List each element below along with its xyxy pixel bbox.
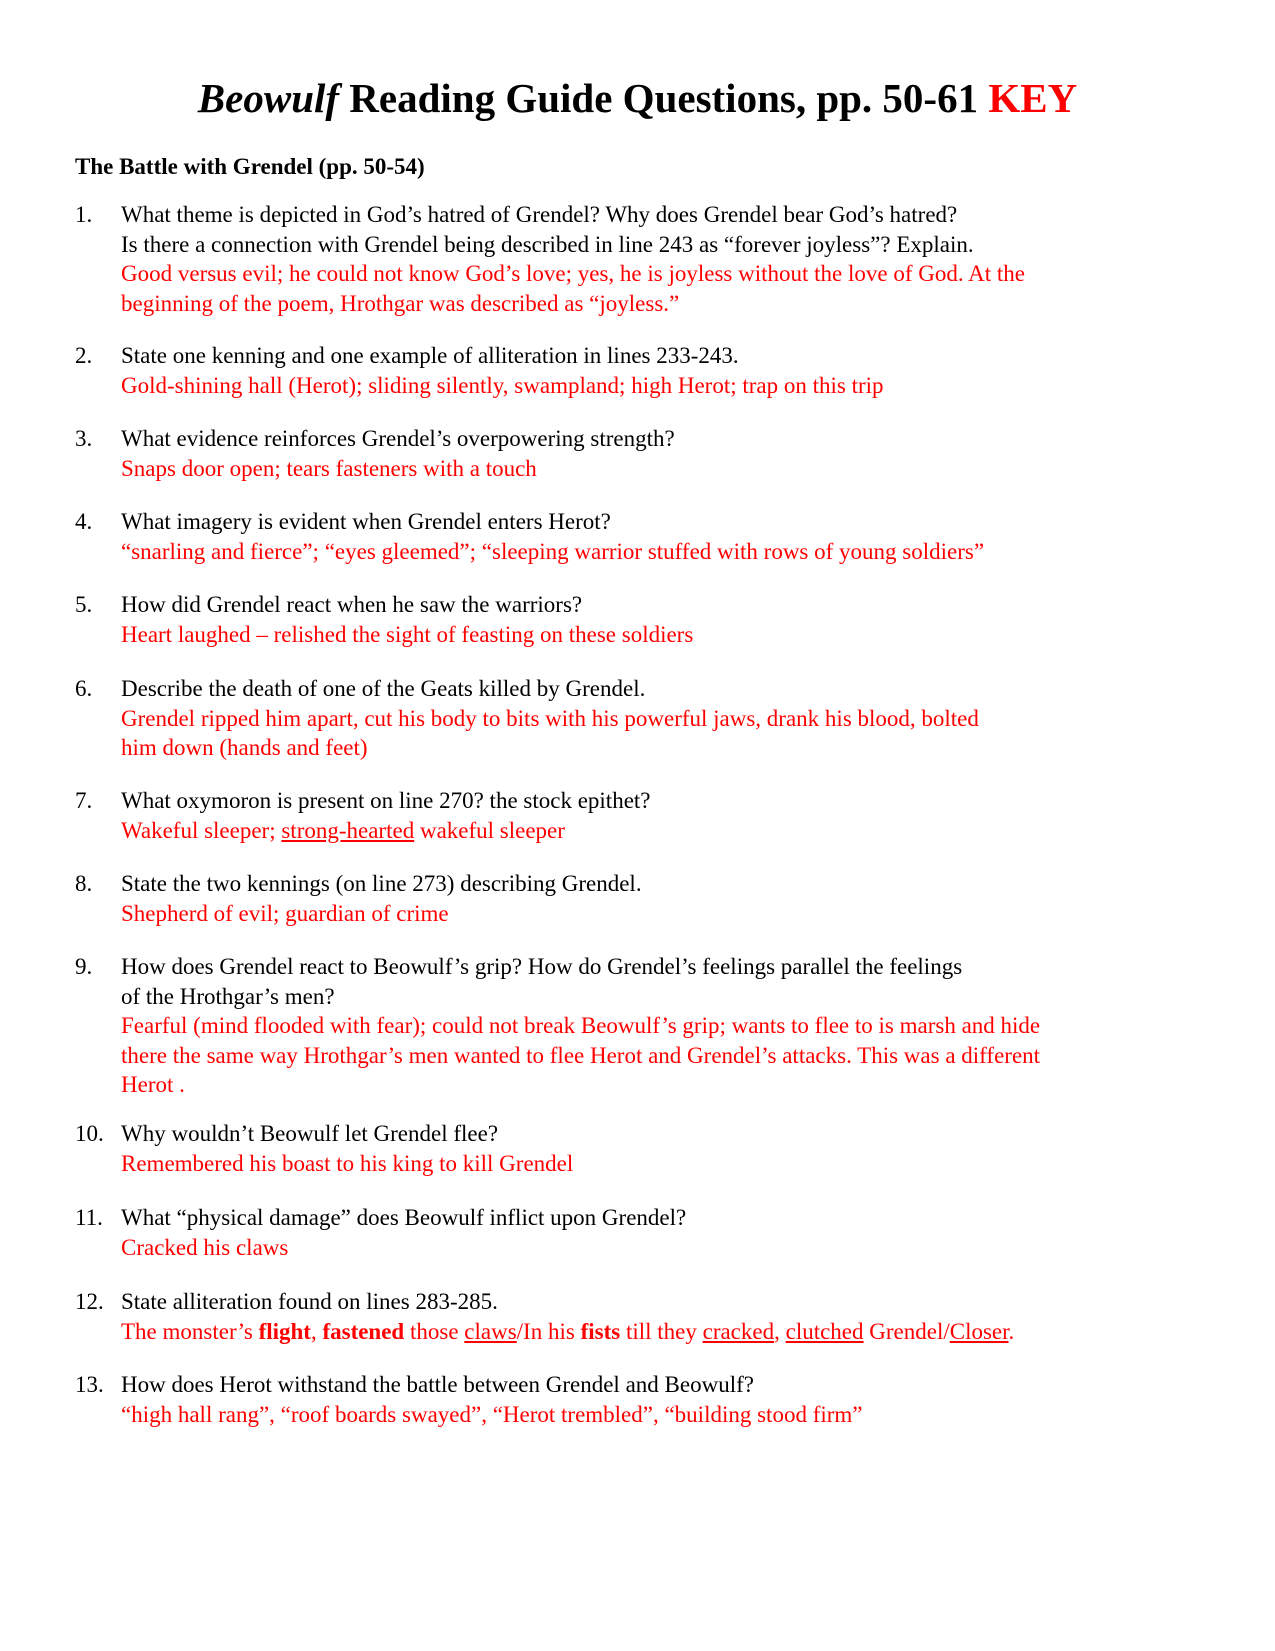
answer-underlined: strong-hearted: [281, 817, 415, 843]
question-body: [121, 786, 1241, 845]
question-text: What imagery is evident when Grendel enters Herot?: [121, 509, 611, 534]
question-body: [121, 341, 1241, 400]
question-text: of the Hrothgar’s men?: [121, 983, 335, 1009]
section-heading: The Battle with Grendel (pp. 50-54): [75, 154, 425, 179]
answer-underlined: clutched: [785, 1318, 864, 1344]
question-number: 10.: [75, 1121, 104, 1146]
answer-segment: Wakeful sleeper;: [121, 817, 282, 843]
answer-text: “high hall rang”, “roof boards swayed”, “Herot trembled”, “building stood firm”: [121, 1401, 863, 1427]
question-body: [121, 200, 1241, 318]
question-number: 6.: [75, 676, 93, 701]
answer-text: “snarling and fierce”; “eyes gleemed”; “sleeping warrior stuffed with rows of young soldiers”: [121, 538, 985, 564]
question-number: 5.: [75, 592, 93, 617]
question-text: How did Grendel react when he saw the warriors?: [121, 592, 583, 617]
answer-text: Shepherd of evil; guardian of crime: [121, 900, 449, 926]
answer-bold: fastened: [322, 1318, 405, 1344]
answer-segment: till they: [620, 1318, 703, 1344]
answer-segment: ,: [774, 1318, 786, 1344]
answer-text: Grendel ripped him apart, cut his body to bits with his powerful jaws, drank his blood, bolted: [121, 705, 979, 731]
answer-segment: those: [404, 1318, 465, 1344]
answer-text: Heart laughed – relished the sight of feasting on these soldiers: [121, 621, 694, 647]
question-number: 12.: [75, 1289, 104, 1314]
question-text: What theme is depicted in God’s hatred of Grendel? Why does Grendel bear God’s hatred?: [121, 202, 958, 227]
answer-text: Snaps door open; tears fasteners with a touch: [121, 455, 537, 481]
answer-segment: ,: [310, 1318, 323, 1344]
title-key: KEY: [988, 75, 1078, 121]
answer-underlined: cracked: [702, 1318, 775, 1344]
question-number: 7.: [75, 788, 93, 813]
answer-text: Remembered his boast to his king to kill Grendel: [121, 1150, 574, 1176]
question-text: Describe the death of one of the Geats killed by Grendel.: [121, 676, 646, 701]
question-text: What evidence reinforces Grendel’s overpowering strength?: [121, 426, 675, 451]
answer-text: [121, 816, 1241, 846]
answer-bold: fists: [580, 1318, 621, 1344]
answer-segment: Grendel/: [863, 1318, 950, 1344]
answer-segment: wakeful sleeper: [414, 817, 565, 843]
answer-underlined: claws: [464, 1318, 517, 1344]
question-text: What oxymoron is present on line 270? the stock epithet?: [121, 788, 651, 813]
answer-segment: /In his: [516, 1318, 581, 1344]
question-text: Why wouldn’t Beowulf let Grendel flee?: [121, 1121, 499, 1146]
question-text: State one kenning and one example of alliteration in lines 233-243.: [121, 343, 739, 368]
title-italic: Beowulf: [197, 75, 340, 121]
title-main: Reading Guide Questions, pp. 50-61: [339, 75, 989, 121]
question-text: How does Grendel react to Beowulf’s grip? How do Grendel’s feelings parallel the feelings: [121, 954, 963, 979]
answer-segment: .: [1008, 1318, 1015, 1344]
question-number: 4.: [75, 509, 93, 534]
question-number: 1.: [75, 202, 93, 227]
answer-text: beginning of the poem, Hrothgar was described as “joyless.”: [121, 290, 680, 316]
answer-underlined: Closer: [949, 1318, 1009, 1344]
question-text: State alliteration found on lines 283-285.: [121, 1289, 498, 1314]
question-number: 8.: [75, 871, 93, 896]
question-body: [121, 952, 1241, 1100]
question-number: 3.: [75, 426, 93, 451]
page-title: [0, 72, 1275, 124]
question-body: [121, 869, 1241, 928]
question-text: How does Herot withstand the battle between Grendel and Beowulf?: [121, 1372, 754, 1397]
question-body: [121, 507, 1241, 566]
question-body: [121, 590, 1241, 649]
answer-text: [121, 1317, 1241, 1347]
question-number: 11.: [75, 1205, 103, 1230]
question-body: [121, 1370, 1241, 1429]
answer-segment: The monster’s: [121, 1318, 259, 1344]
question-body: [121, 424, 1241, 483]
answer-text: there the same way Hrothgar’s men wanted to flee Herot and Grendel’s attacks. This was a different: [121, 1042, 1041, 1068]
answer-text: Good versus evil; he could not know God’s love; yes, he is joyless without the love of God. At the: [121, 261, 1025, 286]
question-text: What “physical damage” does Beowulf inflict upon Grendel?: [121, 1205, 687, 1230]
answer-text: Cracked his claws: [121, 1234, 289, 1260]
answer-text: Gold-shining hall (Herot); sliding silently, swampland; high Herot; trap on this trip: [121, 372, 884, 398]
question-body: [121, 674, 1241, 763]
answer-bold: flight: [258, 1318, 311, 1344]
question-text: Is there a connection with Grendel being described in line 243 as “forever joyless”? Explain.: [121, 231, 974, 257]
question-body: [121, 1119, 1241, 1178]
question-number: 13.: [75, 1372, 104, 1397]
question-text: State the two kennings (on line 273) describing Grendel.: [121, 871, 642, 896]
question-body: [121, 1287, 1241, 1346]
question-number: 9.: [75, 954, 93, 979]
answer-text: Fearful (mind flooded with fear); could not break Beowulf’s grip; wants to flee to is marsh and hide: [121, 1013, 1041, 1038]
question-body: [121, 1203, 1241, 1262]
answer-text: Herot .: [121, 1072, 185, 1097]
answer-text: him down (hands and feet): [121, 735, 368, 760]
question-number: 2.: [75, 343, 93, 368]
